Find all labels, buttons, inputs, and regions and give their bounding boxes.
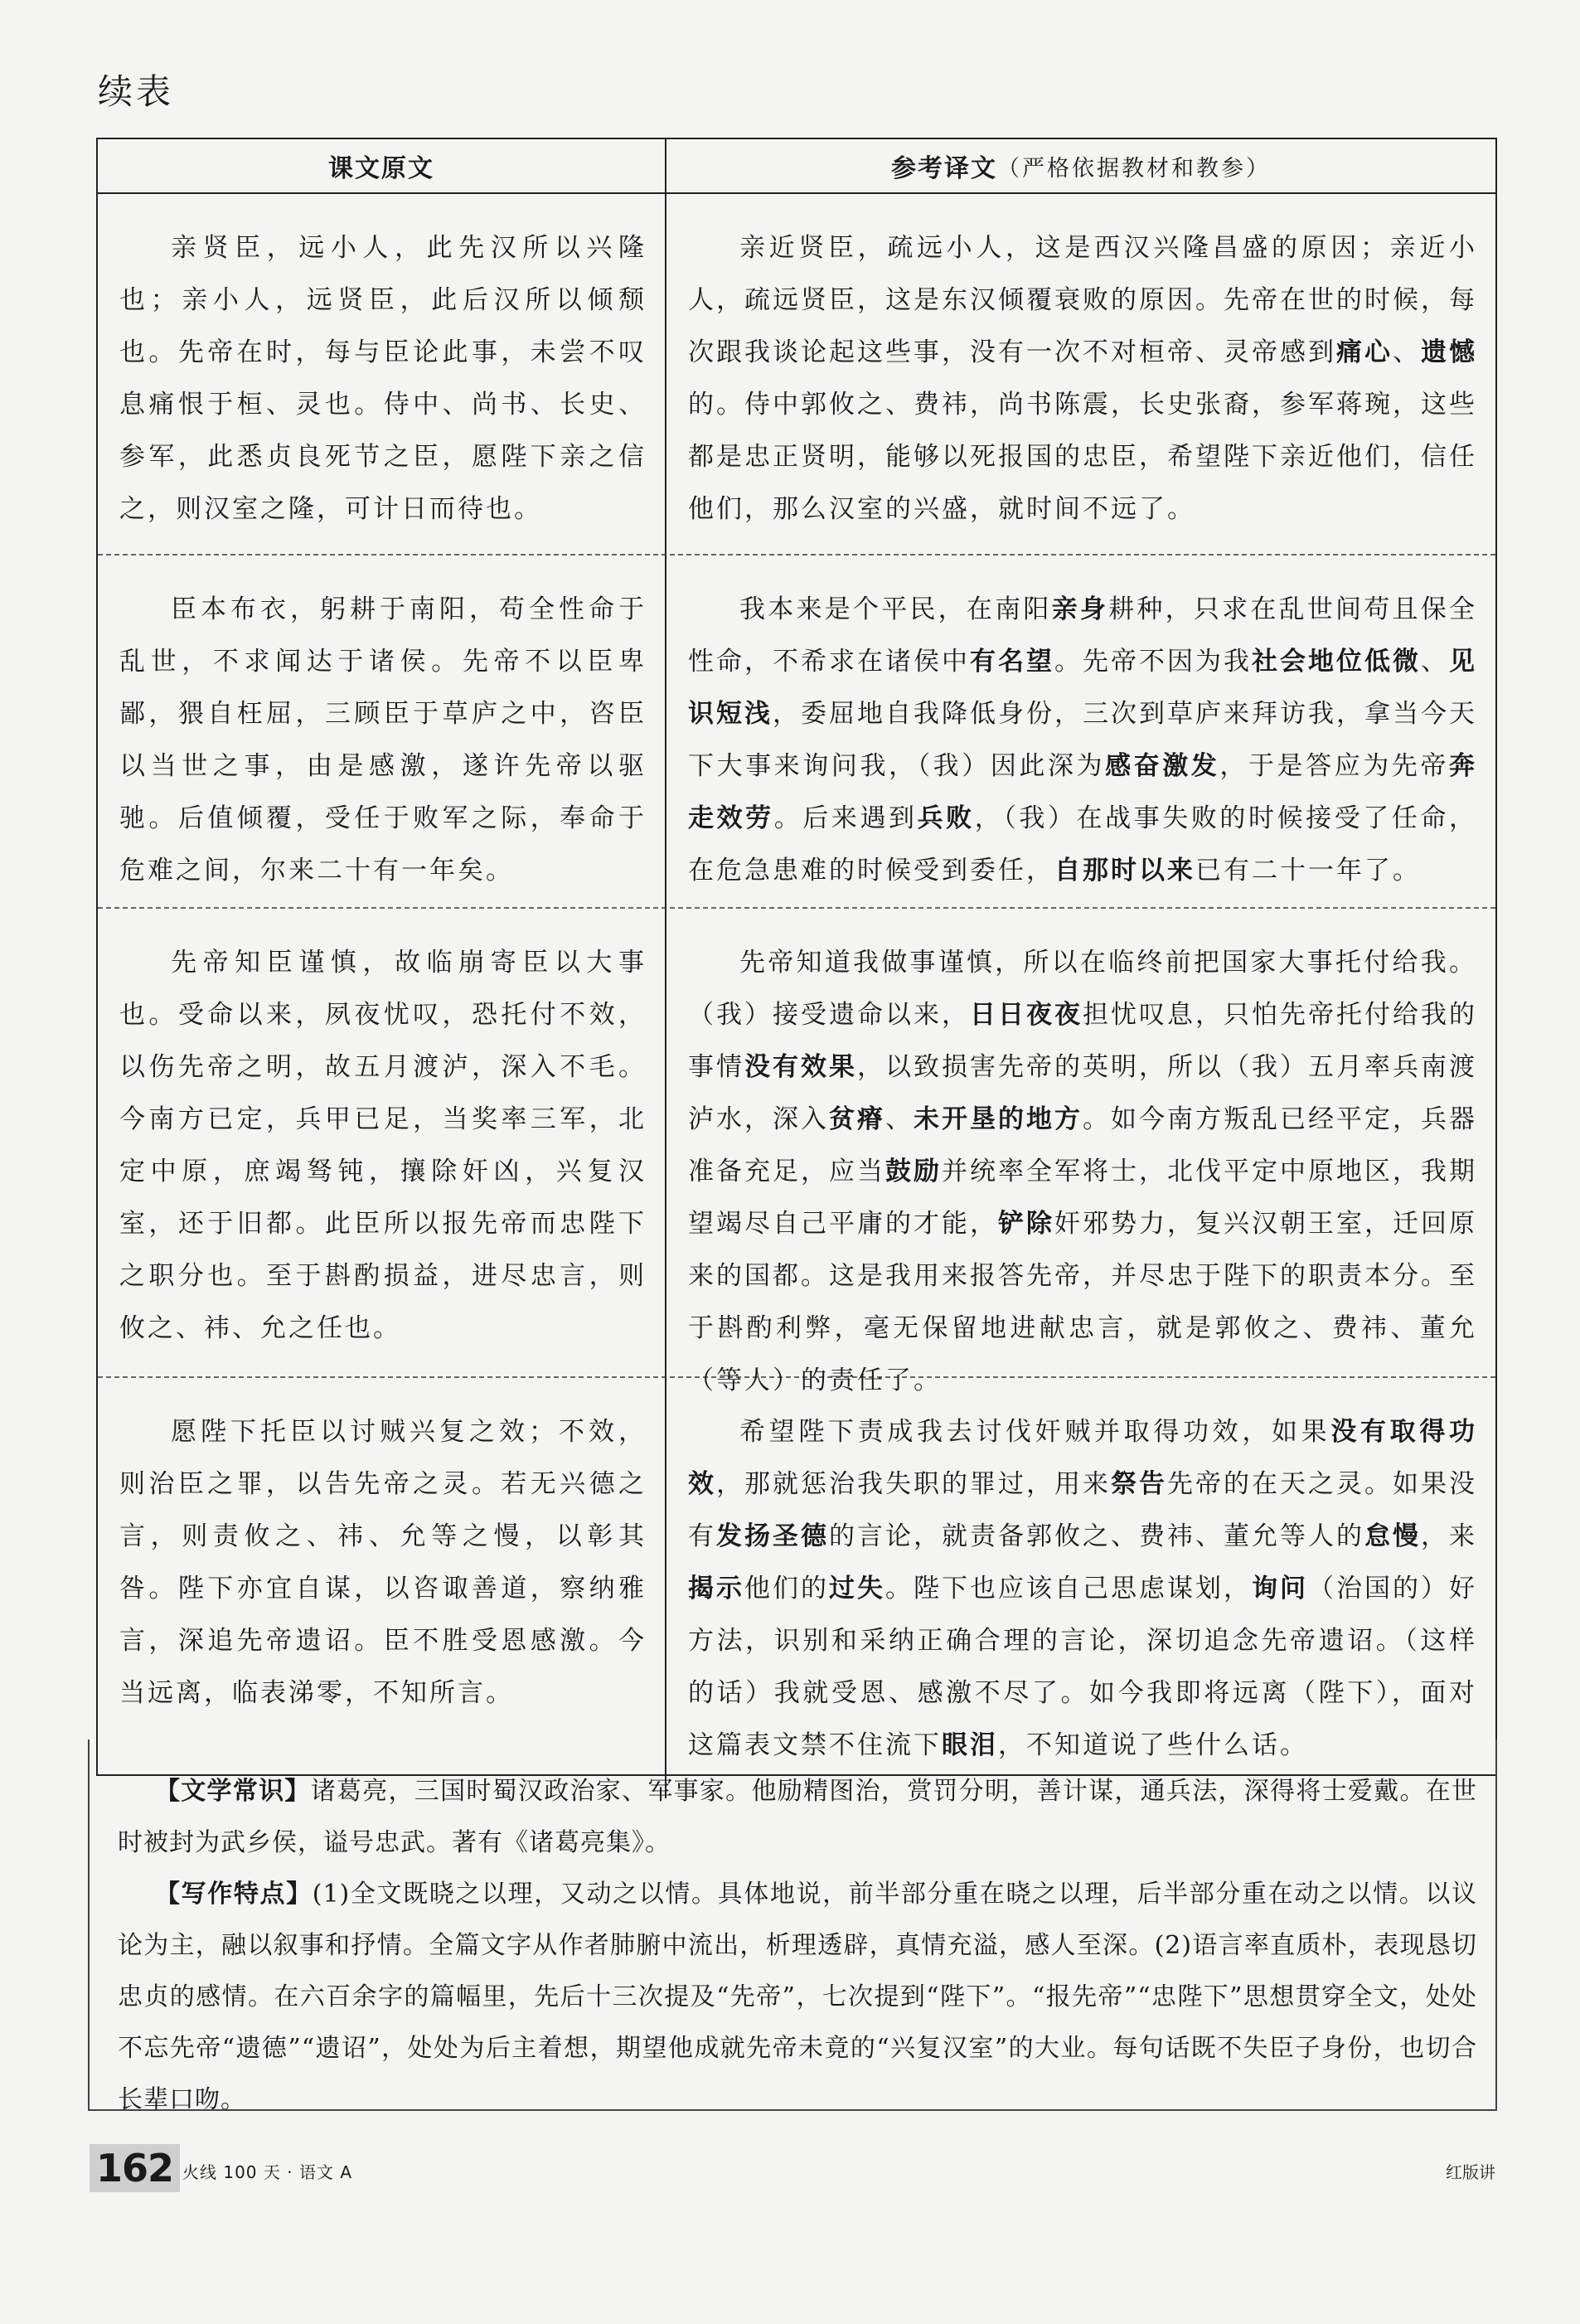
page-number: 162 (90, 2144, 180, 2192)
header-original: 课文原文 (98, 139, 666, 192)
translation-text: 我本来是个平民，在南阳亲身耕种，只求在乱世间苟且保全性命，不希求在诸侯中有名望。先帝不因为我社会地位低微、见识短浅，委屈地自我降低身份，三次到草庐来拜访我，拿当今天下大事来询问我，（我）因此深为感奋激发，于是答应为先帝奔走效劳。后来遇到兵败，（我）在战事失败的时候接受了任命，在危急患难的时候受到委任，自那时以来已有二十一年了。 (688, 594, 1478, 885)
header-translation-label: 参考译文 (891, 154, 997, 183)
original-text: 臣本布衣，躬耕于南阳，苟全性命于乱世，不求闻达于诸侯。先帝不以臣卑鄙，猥自枉屈，三顾臣于草庐之中，咨臣以当世之事，由是感激，遂许先帝以驱驰。后值倾覆，受任于败军之际，奉命于危难之间，尔来二十有一年矣。 (98, 556, 666, 924)
text-table (96, 138, 1497, 1776)
table-row (98, 909, 1495, 1395)
writing-note (118, 1869, 1477, 2126)
original-text: 愿陛下托臣以讨贼兴复之效；不效，则治臣之罪，以告先帝之灵。若无兴德之言，则责攸之、祎、允等之慢，以彰其咎。陛下亦宜自谋，以咨诹善道，察纳雅言，深追先帝遗诏。臣不胜受恩感激。今当远离，临表涕零，不知所言。 (98, 1378, 666, 1798)
original-text: 先帝知臣谨慎，故临崩寄臣以大事也。受命以来，夙夜忧叹，恐托付不效，以伤先帝之明，故五月渡泸，深入不毛。今南方已定，兵甲已足，当奖率三军，北定中原，庶竭驽钝，攘除奸凶，兴复汉室，还于旧都。此臣所以报先帝而忠陛下之职分也。至于斟酌损益，进尽忠言，则攸之、祎、允之任也。 (98, 909, 666, 1434)
original-text: 亲贤臣，远小人，此先汉所以兴隆也；亲小人，远贤臣，此后汉所以倾颓也。先帝在时，每与臣论此事，未尝不叹息痛恨于桓、灵也。侍中、尚书、长史、参军，此悉贞良死节之臣，愿陛下亲之信之，则汉室之隆，可计日而待也。 (98, 194, 666, 562)
table-row (98, 556, 1495, 909)
table-row (98, 194, 1495, 556)
edition-label: 红版讲 (1446, 2162, 1495, 2182)
header-translation-note: （严格依据教材和教参） (997, 155, 1271, 182)
header-translation (666, 139, 1495, 192)
continued-heading: 续表 (98, 71, 175, 112)
literature-note (118, 1766, 1477, 1869)
notes-box (88, 1739, 1497, 2114)
table-header (98, 139, 1495, 194)
table-row (98, 1378, 1495, 1774)
book-title: 火线 100 天 · 语文 A (182, 2162, 352, 2182)
writing-text: (1)全文既晓之以理，又动之以情。具体地说，前半部分重在晓之以理，后半部分重在动之以情。以议论为主，融以叙事和抒情。全篇文字从作者肺腑中流出，析理透辟，真情充溢，感人至深。(2)语言率直质朴，表现恳切忠贞的感情。在六百余字的篇幅里，先后十三次提及“先帝”，七次提到“陛下”。“报先帝”“忠陛下”思想贯穿全文，处处不忘先帝“遗德”“遗诏”，处处为后主着想，期望他成就先帝未竟的“兴复汉室”的大业。每句话既不失臣子身份，也切合长辈口吻。 (118, 1880, 1478, 2114)
literature-text: 诸葛亮，三国时蜀汉政治家、军事家。他励精图治，赏罚分明，善计谋，通兵法，深得将士爱戴。在世时被封为武乡侯，谥号忠武。著有《诸葛亮集》。 (118, 1777, 1478, 1857)
translation-text: 亲近贤臣，疏远小人，这是西汉兴隆昌盛的原因；亲近小人，疏远贤臣，这是东汉倾覆衰败的原因。先帝在世的时候，每次跟我谈论起这些事，没有一次不对桓帝、灵帝感到痛心、遗憾的。侍中郭攸之、费祎，尚书陈震，长史张裔，参军蒋琬，这些都是忠正贤明，能够以死报国的忠臣，希望陛下亲近他们，信任他们，那么汉室的兴盛，就时间不远了。 (688, 233, 1477, 524)
writing-label: 【写作特点】 (155, 1880, 313, 1909)
translation-text: 先帝知道我做事谨慎，所以在临终前把国家大事托付给我。（我）接受遗命以来，日日夜夜担忧叹息，只怕先帝托付给我的事情没有效果，以致损害先帝的英明，所以（我）五月率兵南渡泸水，深入贫瘠、未开垦的地方。如今南方叛乱已经平定，兵器准备充足，应当鼓励并统率全军将士，北伐平定中原地区，我期望竭尽自己平庸的才能，铲除奸邪势力，复兴汉朝王室，迁回原来的国都。这是我用来报答先帝，并尽忠于陛下的职责本分。至于斟酌利弊，毫无保留地进献忠言，就是郭攸之、费祎、董允（等人）的责任了。 (688, 948, 1477, 1395)
translation-text: 希望陛下责成我去讨伐奸贼并取得功效，如果没有取得功效，那就惩治我失职的罪过，用来祭告先帝的在天之灵。如果没有发扬圣德的言论，就责备郭攸之、费祎、董允等人的怠慢，来揭示他们的过失。陛下也应该自己思虑谋划，询问（治国的）好方法，识别和采纳正确合理的言论，深切追念先帝遗诏。（这样的话）我就受恩、感激不尽了。如今我即将远离（陛下），面对这篇表文禁不住流下眼泪，不知道说了些什么话。 (688, 1417, 1478, 1760)
literature-label: 【文学常识】 (155, 1777, 311, 1806)
